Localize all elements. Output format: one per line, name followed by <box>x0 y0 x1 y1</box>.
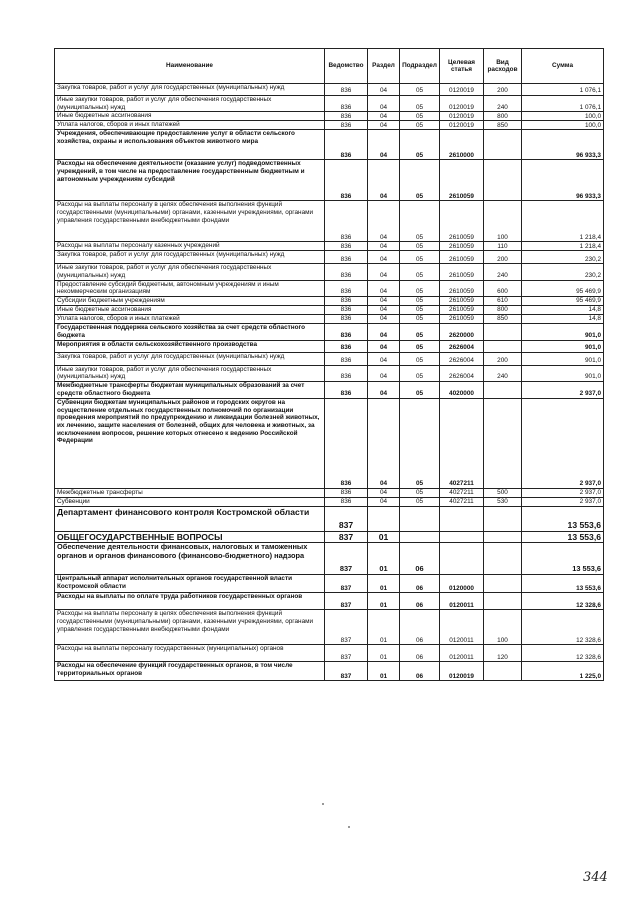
table-row <box>55 324 604 340</box>
row-section: 04 <box>368 324 400 340</box>
row-dept: 836 <box>325 340 368 352</box>
table-row <box>55 112 604 121</box>
row-section: 04 <box>368 251 400 264</box>
row-kind: 600 <box>484 280 522 296</box>
row-target: 0120019 <box>440 84 484 96</box>
row-name: Уплата налогов, сборов и иных платежей <box>55 315 325 324</box>
row-name: Расходы на выплаты персоналу государственных (муниципальных) органов <box>55 645 325 662</box>
row-name: Расходы на выплаты персоналу в целях обеспечения выполнения функций государственными (муниципальными) органами, казенными учреждениями, органами управления государственными внебюджетными фондами <box>55 610 325 645</box>
row-section: 04 <box>368 352 400 365</box>
scan-speck <box>322 803 324 805</box>
row-dept: 837 <box>325 575 368 593</box>
row-kind: 240 <box>484 264 522 280</box>
row-subsection: 05 <box>400 112 440 121</box>
scan-speck <box>348 826 350 828</box>
row-sum: 901,0 <box>522 324 604 340</box>
row-section: 01 <box>368 610 400 645</box>
table-row <box>55 130 604 160</box>
row-section: 04 <box>368 315 400 324</box>
table-row <box>55 340 604 352</box>
row-kind: 850 <box>484 315 522 324</box>
row-dept: 836 <box>325 381 368 398</box>
row-subsection: 05 <box>400 352 440 365</box>
table-row <box>55 497 604 506</box>
header-section: Раздел <box>368 49 400 84</box>
row-sum: 14,8 <box>522 315 604 324</box>
row-dept: 837 <box>325 645 368 662</box>
row-target: 2610059 <box>440 315 484 324</box>
row-sum: 13 553,6 <box>522 575 604 593</box>
budget-sheet <box>54 48 604 681</box>
row-dept: 837 <box>325 610 368 645</box>
row-target: 0120019 <box>440 96 484 112</box>
row-dept: 836 <box>325 130 368 160</box>
table-row <box>55 306 604 315</box>
row-subsection: 05 <box>400 280 440 296</box>
header-name: Наименование <box>55 49 325 84</box>
table-row <box>55 398 604 488</box>
row-name: Предоставление субсидий бюджетным, автономным учреждениям и иным некоммерческим организациям <box>55 280 325 296</box>
row-name: Государственная поддержка сельского хозяйства за счет средств областного бюджета <box>55 324 325 340</box>
row-kind: 610 <box>484 297 522 306</box>
row-target: 0120011 <box>440 645 484 662</box>
row-subsection: 05 <box>400 96 440 112</box>
row-section: 04 <box>368 201 400 242</box>
row-name: Расходы на обеспечение функций государственных органов, в том числе территориальных органов <box>55 662 325 681</box>
row-sum: 100,0 <box>522 112 604 121</box>
row-sum: 1 218,4 <box>522 201 604 242</box>
row-subsection: 06 <box>400 662 440 681</box>
row-subsection <box>400 506 440 531</box>
row-sum: 95 469,9 <box>522 280 604 296</box>
row-kind <box>484 593 522 610</box>
table-row <box>55 84 604 96</box>
row-sum: 2 937,0 <box>522 488 604 497</box>
row-section: 01 <box>368 531 400 542</box>
row-dept: 836 <box>325 121 368 130</box>
row-subsection: 05 <box>400 488 440 497</box>
row-subsection: 05 <box>400 340 440 352</box>
row-kind: 240 <box>484 96 522 112</box>
row-sum: 12 328,6 <box>522 610 604 645</box>
row-dept: 836 <box>325 96 368 112</box>
row-subsection: 05 <box>400 324 440 340</box>
row-dept: 836 <box>325 112 368 121</box>
row-sum: 96 933,3 <box>522 130 604 160</box>
row-kind: 800 <box>484 112 522 121</box>
page-number: 344 <box>583 870 608 885</box>
table-row <box>55 531 604 542</box>
table-row <box>55 242 604 251</box>
row-name: Мероприятия в области сельскохозяйственного производства <box>55 340 325 352</box>
row-dept: 836 <box>325 497 368 506</box>
row-sum: 2 937,0 <box>522 398 604 488</box>
row-dept: 837 <box>325 662 368 681</box>
row-sum: 100,0 <box>522 121 604 130</box>
row-section: 04 <box>368 112 400 121</box>
row-dept: 836 <box>325 398 368 488</box>
row-section: 01 <box>368 543 400 575</box>
row-name: Межбюджетные трансферты бюджетам муниципальных образований за счет средств областного бюджета <box>55 381 325 398</box>
row-name: Субвенции <box>55 497 325 506</box>
row-name: Обеспечение деятельности финансовых, налоговых и таможенных органов и органов финансового (финансово-бюджетного) надзора <box>55 543 325 575</box>
row-dept: 836 <box>325 242 368 251</box>
row-subsection: 05 <box>400 251 440 264</box>
row-section: 04 <box>368 242 400 251</box>
table-row <box>55 506 604 531</box>
row-kind <box>484 531 522 542</box>
row-section: 04 <box>368 306 400 315</box>
row-dept: 836 <box>325 201 368 242</box>
row-section: 04 <box>368 488 400 497</box>
row-target: 2610059 <box>440 242 484 251</box>
row-dept: 836 <box>325 84 368 96</box>
row-kind <box>484 543 522 575</box>
row-dept: 837 <box>325 531 368 542</box>
row-target <box>440 531 484 542</box>
row-target: 2610059 <box>440 280 484 296</box>
row-kind: 120 <box>484 645 522 662</box>
table-row <box>55 593 604 610</box>
table-row <box>55 121 604 130</box>
row-kind <box>484 324 522 340</box>
row-sum: 1 225,0 <box>522 662 604 681</box>
row-sum: 14,8 <box>522 306 604 315</box>
row-section: 01 <box>368 662 400 681</box>
row-section <box>368 506 400 531</box>
table-row <box>55 645 604 662</box>
row-sum: 1 218,4 <box>522 242 604 251</box>
row-target: 2620000 <box>440 324 484 340</box>
row-dept: 836 <box>325 324 368 340</box>
row-target: 2610059 <box>440 251 484 264</box>
row-section: 04 <box>368 297 400 306</box>
row-sum: 12 328,6 <box>522 645 604 662</box>
row-section: 04 <box>368 340 400 352</box>
table-row <box>55 201 604 242</box>
row-section: 04 <box>368 497 400 506</box>
table-row <box>55 264 604 280</box>
row-target: 4020000 <box>440 381 484 398</box>
table-row <box>55 543 604 575</box>
row-section: 04 <box>368 398 400 488</box>
row-kind: 110 <box>484 242 522 251</box>
row-kind: 240 <box>484 365 522 381</box>
row-name: Расходы на выплаты персоналу казенных учреждений <box>55 242 325 251</box>
row-section: 04 <box>368 96 400 112</box>
row-dept: 837 <box>325 506 368 531</box>
row-dept: 836 <box>325 365 368 381</box>
row-subsection: 05 <box>400 315 440 324</box>
row-target: 0120019 <box>440 112 484 121</box>
row-kind <box>484 381 522 398</box>
row-dept: 836 <box>325 488 368 497</box>
row-target: 2610059 <box>440 297 484 306</box>
row-sum: 2 937,0 <box>522 497 604 506</box>
row-name: Межбюджетные трансферты <box>55 488 325 497</box>
row-dept: 837 <box>325 593 368 610</box>
row-target: 2626004 <box>440 352 484 365</box>
row-name: Департамент финансового контроля Костромской области <box>55 506 325 531</box>
row-sum: 13 553,6 <box>522 506 604 531</box>
row-section: 01 <box>368 645 400 662</box>
header-dept: Ведомство <box>325 49 368 84</box>
table-row <box>55 381 604 398</box>
row-name: Иные закупки товаров, работ и услуг для обеспечения государственных (муниципальных) нужд <box>55 96 325 112</box>
header-subsection: Подраздел <box>400 49 440 84</box>
row-sum: 2 937,0 <box>522 381 604 398</box>
row-sum: 1 076,1 <box>522 96 604 112</box>
row-subsection: 06 <box>400 645 440 662</box>
row-kind <box>484 575 522 593</box>
row-kind: 100 <box>484 201 522 242</box>
row-target <box>440 543 484 575</box>
row-dept: 836 <box>325 297 368 306</box>
row-dept: 836 <box>325 315 368 324</box>
row-section: 04 <box>368 381 400 398</box>
row-target: 2610059 <box>440 201 484 242</box>
row-name: ОБЩЕГОСУДАРСТВЕННЫЕ ВОПРОСЫ <box>55 531 325 542</box>
row-section: 04 <box>368 160 400 201</box>
row-sum: 901,0 <box>522 352 604 365</box>
table-row <box>55 488 604 497</box>
row-section: 01 <box>368 593 400 610</box>
table-row <box>55 610 604 645</box>
row-subsection: 05 <box>400 264 440 280</box>
row-subsection: 06 <box>400 610 440 645</box>
row-sum: 230,2 <box>522 264 604 280</box>
header-kind: Вид расходов <box>484 49 522 84</box>
row-name: Закупка товаров, работ и услуг для государственных (муниципальных) нужд <box>55 251 325 264</box>
row-section: 04 <box>368 84 400 96</box>
row-subsection: 05 <box>400 497 440 506</box>
row-name: Иные бюджетные ассигнования <box>55 112 325 121</box>
header-sum: Сумма <box>522 49 604 84</box>
header-target: Целевая статья <box>440 49 484 84</box>
row-kind: 200 <box>484 352 522 365</box>
table-row <box>55 575 604 593</box>
row-subsection: 05 <box>400 398 440 488</box>
row-kind <box>484 506 522 531</box>
row-section: 01 <box>368 575 400 593</box>
row-section: 04 <box>368 365 400 381</box>
row-sum: 95 469,9 <box>522 297 604 306</box>
row-subsection: 05 <box>400 242 440 251</box>
row-target: 4027211 <box>440 398 484 488</box>
row-name: Иные закупки товаров, работ и услуг для обеспечения государственных (муниципальных) нужд <box>55 365 325 381</box>
table-row <box>55 365 604 381</box>
row-name: Иные закупки товаров, работ и услуг для обеспечения государственных (муниципальных) нужд <box>55 264 325 280</box>
row-section: 04 <box>368 121 400 130</box>
row-section: 04 <box>368 130 400 160</box>
row-name: Центральный аппарат исполнительных органов государственной власти Костромской области <box>55 575 325 593</box>
row-sum: 13 553,6 <box>522 531 604 542</box>
row-kind: 200 <box>484 251 522 264</box>
row-subsection: 05 <box>400 297 440 306</box>
row-dept: 836 <box>325 306 368 315</box>
row-sum: 96 933,3 <box>522 160 604 201</box>
row-kind: 200 <box>484 84 522 96</box>
row-name: Учреждения, обеспечивающие предоставление услуг в области сельского хозяйства, охраны и использования объектов животного мира <box>55 130 325 160</box>
row-sum: 901,0 <box>522 365 604 381</box>
row-subsection: 05 <box>400 201 440 242</box>
table-row <box>55 160 604 201</box>
row-dept: 837 <box>325 543 368 575</box>
row-subsection: 05 <box>400 121 440 130</box>
row-target <box>440 506 484 531</box>
row-sum: 1 076,1 <box>522 84 604 96</box>
row-name: Расходы на обеспечение деятельности (оказание услуг) подведомственных учреждений, в том числе на предоставление государственным бюджетным и автономным учреждениям субсидий <box>55 160 325 201</box>
row-sum: 901,0 <box>522 340 604 352</box>
row-sum: 230,2 <box>522 251 604 264</box>
row-subsection: 05 <box>400 365 440 381</box>
row-kind <box>484 340 522 352</box>
row-name: Расходы на выплаты персоналу в целях обеспечения выполнения функций государственными (муниципальными) органами, казенными учреждениями, органами управления государственными внебюджетными фондами <box>55 201 325 242</box>
table-row <box>55 662 604 681</box>
row-target: 0120011 <box>440 610 484 645</box>
row-subsection: 06 <box>400 575 440 593</box>
table-header <box>55 49 604 84</box>
row-subsection <box>400 531 440 542</box>
row-target: 2626004 <box>440 340 484 352</box>
row-dept: 836 <box>325 280 368 296</box>
row-kind: 100 <box>484 610 522 645</box>
row-name: Закупка товаров, работ и услуг для государственных (муниципальных) нужд <box>55 352 325 365</box>
row-dept: 836 <box>325 160 368 201</box>
row-kind <box>484 662 522 681</box>
row-target: 0120019 <box>440 121 484 130</box>
row-subsection: 06 <box>400 543 440 575</box>
table-body <box>55 84 604 681</box>
row-kind: 800 <box>484 306 522 315</box>
row-target: 2626004 <box>440 365 484 381</box>
row-sum: 12 328,6 <box>522 593 604 610</box>
budget-table <box>54 48 604 681</box>
row-kind: 850 <box>484 121 522 130</box>
row-dept: 836 <box>325 264 368 280</box>
row-name: Субвенции бюджетам муниципальных районов и городских округов на осуществление отдельных государственных полномочий по организации проведения мероприятий по предупреждению и ликвидации болезней животных, их лечению, защите населения от болезней, общих для человека и животных, за исключением вопросов, решение которых отнесено к ведению Российской Федерации <box>55 398 325 488</box>
row-target: 0120000 <box>440 575 484 593</box>
row-subsection: 05 <box>400 381 440 398</box>
row-name: Иные бюджетные ассигнования <box>55 306 325 315</box>
table-row <box>55 315 604 324</box>
row-subsection: 05 <box>400 160 440 201</box>
row-target: 2610059 <box>440 264 484 280</box>
table-row <box>55 352 604 365</box>
row-subsection: 05 <box>400 306 440 315</box>
row-target: 0120011 <box>440 593 484 610</box>
table-row <box>55 251 604 264</box>
table-row <box>55 280 604 296</box>
row-section: 04 <box>368 280 400 296</box>
row-target: 2610000 <box>440 130 484 160</box>
row-target: 2610059 <box>440 160 484 201</box>
row-subsection: 05 <box>400 130 440 160</box>
table-row <box>55 297 604 306</box>
row-name: Уплата налогов, сборов и иных платежей <box>55 121 325 130</box>
row-subsection: 06 <box>400 593 440 610</box>
row-name: Расходы на выплаты по оплате труда работников государственных органов <box>55 593 325 610</box>
row-name: Закупка товаров, работ и услуг для государственных (муниципальных) нужд <box>55 84 325 96</box>
row-kind <box>484 398 522 488</box>
row-kind <box>484 160 522 201</box>
row-target: 4027211 <box>440 497 484 506</box>
row-subsection: 05 <box>400 84 440 96</box>
row-kind <box>484 130 522 160</box>
row-section: 04 <box>368 264 400 280</box>
row-kind: 500 <box>484 488 522 497</box>
row-dept: 836 <box>325 251 368 264</box>
row-kind: 530 <box>484 497 522 506</box>
row-target: 0120019 <box>440 662 484 681</box>
row-name: Субсидии бюджетным учреждениям <box>55 297 325 306</box>
row-sum: 13 553,6 <box>522 543 604 575</box>
row-target: 4027211 <box>440 488 484 497</box>
row-target: 2610059 <box>440 306 484 315</box>
table-row <box>55 96 604 112</box>
row-dept: 836 <box>325 352 368 365</box>
